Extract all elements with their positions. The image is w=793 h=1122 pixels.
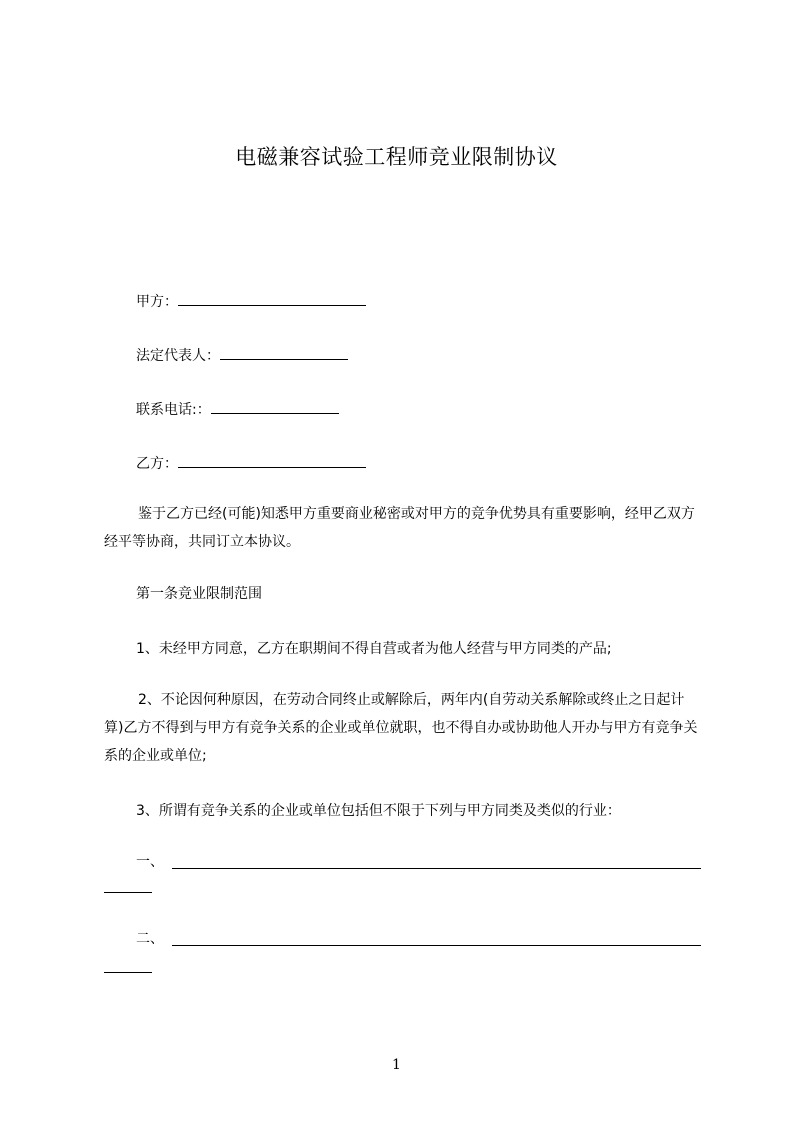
party-a-line [136, 291, 366, 312]
party-b-blank [178, 453, 366, 468]
phone-line [136, 399, 339, 420]
item-2-blank-line [172, 945, 701, 946]
party-a-label: 甲方： [136, 294, 178, 310]
party-b-label: 乙方： [136, 456, 178, 472]
item-1-label: 一、 [136, 854, 164, 870]
party-b-line [136, 453, 366, 474]
document-title: 电磁兼容试验工程师竞业限制协议 [235, 145, 558, 169]
clause-3: 3、所谓有竞争关系的企业或单位包括但不限于下列与甲方同类及类似的行业： [136, 803, 621, 819]
page-number: 1 [392, 1057, 401, 1073]
clause-2: 2、不论因何种原因，在劳动合同终止或解除后，两年内(自劳动关系解除或终止之日起计算)乙方不得到与甲方有竞争关系的企业或单位就职，也不得自办或协助他人开办与甲方有竞争关系的企业或单位; [104, 692, 698, 764]
preamble-paragraph: 鉴于乙方已经(可能)知悉甲方重要商业秘密或对甲方的竞争优势具有重要影响，经甲乙双方经平等协商，共同订立本协议。 [104, 506, 695, 550]
item-2-blank-continuation [104, 972, 152, 973]
item-1-blank-line [172, 868, 701, 869]
clause-1: 1、未经甲方同意，乙方在职期间不得自营或者为他人经营与甲方同类的产品; [136, 641, 612, 657]
article-1-heading: 第一条竞业限制范围 [136, 586, 262, 602]
phone-blank [211, 399, 339, 414]
legal-rep-label: 法定代表人： [136, 348, 220, 364]
legal-rep-line [136, 345, 348, 366]
party-a-blank [178, 291, 366, 306]
item-2-label: 二、 [136, 931, 164, 947]
legal-rep-blank [220, 345, 348, 360]
item-1-blank-continuation [104, 892, 152, 893]
phone-label: 联系电话:： [136, 402, 211, 418]
